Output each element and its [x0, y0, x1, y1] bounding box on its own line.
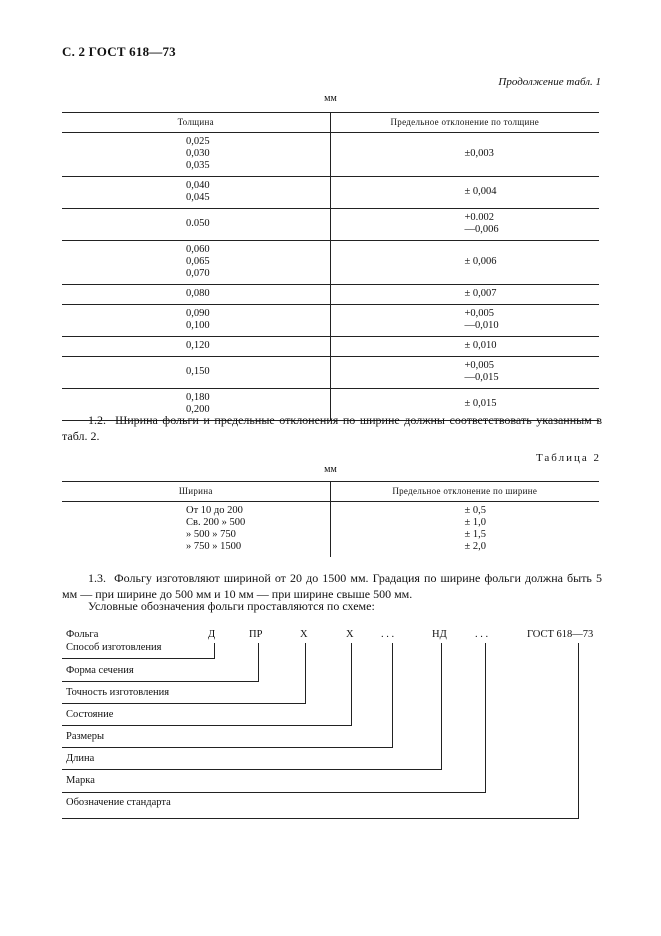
table-row [62, 305, 599, 337]
deviation-value: +0,005 [464, 308, 495, 319]
thickness-value: 0,120 [186, 340, 210, 351]
deviation-line: ± 0,5 [464, 505, 487, 516]
deviation-value: ±0,003 [464, 148, 494, 159]
deviation-line: ± 1,5 [464, 529, 487, 540]
thickness-cell [62, 133, 330, 177]
thickness-table [62, 112, 599, 421]
scheme-leader-line [62, 681, 258, 682]
width-cell [62, 502, 330, 558]
table-row [62, 241, 599, 285]
scheme-drop-line [392, 643, 393, 748]
scheme-leader-line [62, 769, 441, 770]
thickness-deviation-cell [330, 357, 599, 389]
paragraph-text: Фольгу изготовляют шириной от 20 до 1500 мм. Градация по ширине фольги должна быть 5 мм — при ширине до 500 мм и 10 мм — при ширине свыше 500 мм. [62, 571, 602, 601]
thickness-value: 0,150 [186, 366, 210, 377]
scheme-drop-line [258, 643, 259, 682]
deviation-value: —0,006 [464, 224, 499, 235]
scheme-label-state: Состояние [66, 709, 114, 720]
table-continuation-label: Продолжение табл. 1 [498, 76, 601, 88]
scheme-leader-line [62, 703, 305, 704]
thickness-cell [62, 337, 330, 357]
scheme-label-shape: Форма сечения [66, 665, 134, 676]
scheme-label-grade: Марка [66, 775, 95, 786]
table-row [62, 177, 599, 209]
thickness-value: 0,080 [186, 288, 210, 299]
deviation-value: +0,005 [464, 360, 495, 371]
thickness-value: 0,040 [186, 180, 210, 191]
deviation-value: +0.002 [464, 212, 495, 223]
deviation-value: ± 0,010 [464, 340, 497, 351]
scheme-label-method: Способ изготовления [66, 642, 162, 653]
scheme-code-nd: НД [432, 629, 447, 640]
thickness-deviation-cell [330, 241, 599, 285]
table-row [62, 337, 599, 357]
thickness-value: 0,200 [186, 404, 210, 415]
scheme-code-x1: Х [300, 629, 308, 640]
paragraph-scheme-intro [62, 598, 602, 614]
width-table [62, 481, 599, 557]
thickness-value: 0,100 [186, 320, 210, 331]
thickness-deviation-cell [330, 133, 599, 177]
deviation-value: ± 0,015 [464, 398, 497, 409]
thickness-deviation-cell [330, 285, 599, 305]
width-line: Св. 200 » 500 [186, 517, 246, 528]
thickness-cell [62, 177, 330, 209]
scheme-leader-line [62, 818, 578, 819]
thickness-value: 0,065 [186, 256, 210, 267]
scheme-drop-line [441, 643, 442, 770]
thickness-value: 0,090 [186, 308, 210, 319]
deviation-line: ± 2,0 [464, 541, 487, 552]
thickness-deviation-cell [330, 305, 599, 337]
scheme-label-length: Длина [66, 753, 95, 764]
scheme-leader-line [62, 792, 485, 793]
thickness-cell [62, 285, 330, 305]
width-line: От 10 до 200 [186, 505, 243, 516]
thickness-deviation-cell [330, 337, 599, 357]
thickness-cell [62, 357, 330, 389]
page-header: С. 2 ГОСТ 618—73 [62, 44, 176, 59]
thickness-deviation-cell [330, 209, 599, 241]
column-header-thickness: Толщина [62, 113, 330, 133]
thickness-cell [62, 305, 330, 337]
table2-caption: Таблица 2 [535, 452, 601, 464]
scheme-leader-line [62, 658, 214, 659]
paragraph-text: Условные обозначения фольги проставляются по схеме: [88, 599, 375, 613]
thickness-cell [62, 209, 330, 241]
deviation-value: —0,015 [464, 372, 499, 383]
paragraph-1-2 [62, 412, 602, 444]
column-header-thickness-deviation: Предельное отклонение по толщине [330, 113, 599, 133]
width-line: » 750 » 1500 [186, 541, 242, 552]
thickness-value: 0.050 [186, 218, 210, 229]
scheme-label-sizes: Размеры [66, 731, 105, 742]
deviation-value: ± 0,006 [464, 256, 497, 267]
thickness-value: 0,070 [186, 268, 210, 279]
thickness-value: 0,045 [186, 192, 210, 203]
paragraph-text: Ширина фольги и предельные отклонения по ширине должны соответствовать указанным в табл. 2. [62, 413, 603, 443]
thickness-cell [62, 241, 330, 285]
table-row [62, 133, 599, 177]
scheme-code-d: Д [208, 629, 216, 640]
column-header-width-deviation: Предельное отклонение по ширине [330, 482, 599, 502]
thickness-table-body [62, 133, 599, 421]
width-deviation-cell [330, 502, 599, 558]
thickness-value: 0,030 [186, 148, 210, 159]
deviation-value: —0,010 [464, 320, 499, 331]
scheme-dots-2: . . . [475, 629, 489, 640]
deviation-value: ± 0,007 [464, 288, 497, 299]
thickness-value: 0,025 [186, 136, 210, 147]
scheme-leader-line [62, 725, 351, 726]
scheme-dots-1: . . . [381, 629, 395, 640]
deviation-value: ± 0,004 [464, 186, 497, 197]
scheme-gost-ref: ГОСТ 618—73 [527, 629, 594, 640]
scheme-foil-word: Фольга [66, 629, 99, 640]
paragraph-number: 1.3. [88, 571, 106, 585]
scheme-code-x2: Х [346, 629, 354, 640]
scheme-drop-line [214, 643, 215, 659]
scheme-drop-line [578, 643, 579, 819]
table-row [62, 285, 599, 305]
table2-unit: мм [324, 464, 337, 475]
scheme-label-accuracy: Точность изготовления [66, 687, 170, 698]
scheme-drop-line [305, 643, 306, 704]
scheme-drop-line [485, 643, 486, 793]
table-row [62, 209, 599, 241]
table-row [62, 357, 599, 389]
thickness-value: 0,035 [186, 160, 210, 171]
thickness-deviation-cell [330, 177, 599, 209]
table1-unit: мм [324, 93, 337, 104]
scheme-label-standard: Обозначение стандарта [66, 797, 171, 808]
thickness-value: 0,180 [186, 392, 210, 403]
deviation-line: ± 1,0 [464, 517, 487, 528]
column-header-width: Ширина [62, 482, 330, 502]
thickness-value: 0,060 [186, 244, 210, 255]
scheme-drop-line [351, 643, 352, 726]
width-line: » 500 » 750 [186, 529, 236, 540]
table-row [62, 502, 599, 558]
scheme-code-pr: ПР [249, 629, 263, 640]
scheme-leader-line [62, 747, 392, 748]
paragraph-number: 1.2. [88, 413, 106, 427]
